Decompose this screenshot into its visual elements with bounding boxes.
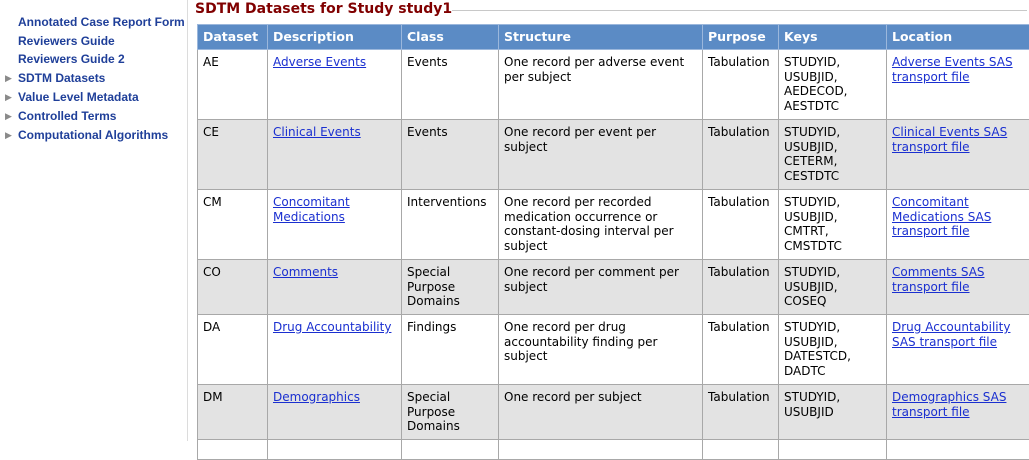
cell-dataset: CE — [198, 120, 268, 190]
key-item: STUDYID, — [784, 320, 881, 335]
key-item: AESTDTC — [784, 99, 881, 114]
cell-keys — [779, 50, 887, 120]
column-header-keys: Keys — [779, 25, 887, 50]
column-header-purpose: Purpose — [703, 25, 779, 50]
cell-keys — [779, 120, 887, 190]
cell-location — [887, 260, 1029, 315]
key-item: DADTC — [784, 364, 881, 379]
key-item: STUDYID, — [784, 265, 881, 280]
cell-location — [887, 50, 1029, 120]
nav-annotated-crf[interactable]: Annotated Case Report Form — [18, 15, 185, 29]
cell-structure: One record per comment per subject — [499, 260, 703, 315]
key-item: CETERM, — [784, 154, 881, 169]
cell-location — [887, 315, 1029, 385]
table-row — [198, 440, 1029, 460]
key-item: USUBJID, — [784, 140, 881, 155]
cell-keys — [779, 260, 887, 315]
transport-file-link[interactable]: Clinical Events SAS transport file — [892, 125, 1007, 154]
table-row — [198, 190, 1029, 260]
cell-purpose — [703, 440, 779, 460]
column-header-location: Location — [887, 25, 1029, 50]
cell-description — [268, 190, 402, 260]
cell-location — [887, 120, 1029, 190]
cell-structure: One record per drug accountability finding per subject — [499, 315, 703, 385]
transport-file-link[interactable]: Demographics SAS transport file — [892, 390, 1006, 419]
cell-dataset: AE — [198, 50, 268, 120]
key-item: STUDYID, — [784, 390, 881, 405]
cell-keys — [779, 315, 887, 385]
cell-structure: One record per subject — [499, 385, 703, 440]
key-item: USUBJID, — [784, 280, 881, 295]
cell-class: Events — [402, 50, 499, 120]
key-item: USUBJID, — [784, 70, 881, 85]
key-item: COSEQ — [784, 294, 881, 309]
table-row — [198, 50, 1029, 120]
cell-description — [268, 260, 402, 315]
cell-class: Findings — [402, 315, 499, 385]
key-item: STUDYID, — [784, 195, 881, 210]
key-item: DATESTCD, — [784, 349, 881, 364]
table-row — [198, 385, 1029, 440]
dataset-description-link[interactable]: Comments — [273, 265, 338, 279]
table-header-row — [198, 25, 1029, 50]
cell-structure: One record per adverse event per subject — [499, 50, 703, 120]
cell-dataset: DA — [198, 315, 268, 385]
cell-structure — [499, 440, 703, 460]
datasets-table — [197, 24, 1029, 460]
column-header-description: Description — [268, 25, 402, 50]
key-item: USUBJID, — [784, 210, 881, 225]
transport-file-link[interactable]: Adverse Events SAS transport file — [892, 55, 1013, 84]
table-row — [198, 315, 1029, 385]
table-row — [198, 260, 1029, 315]
cell-keys — [779, 385, 887, 440]
nav-controlled-terms[interactable]: Controlled Terms — [18, 109, 116, 123]
transport-file-link[interactable]: Drug Accountability SAS transport file — [892, 320, 1010, 349]
transport-file-link[interactable]: Comments SAS transport file — [892, 265, 985, 294]
cell-keys — [779, 190, 887, 260]
datasets-table-container — [197, 24, 1029, 460]
key-item: CMSTDTC — [784, 239, 881, 254]
cell-description — [268, 315, 402, 385]
cell-description — [268, 50, 402, 120]
dataset-description-link[interactable]: Adverse Events — [273, 55, 366, 69]
column-header-dataset: Dataset — [198, 25, 268, 50]
expand-arrow-icon[interactable]: ▶ — [5, 71, 12, 85]
cell-purpose: Tabulation — [703, 315, 779, 385]
key-item: USUBJID — [784, 405, 881, 420]
key-item: AEDECOD, — [784, 84, 881, 99]
cell-class: Special Purpose Domains — [402, 260, 499, 315]
expand-arrow-icon[interactable]: ▶ — [5, 128, 12, 142]
nav-reviewers-guide[interactable]: Reviewers Guide — [18, 34, 115, 48]
cell-purpose: Tabulation — [703, 190, 779, 260]
cell-purpose: Tabulation — [703, 120, 779, 190]
expand-arrow-icon[interactable]: ▶ — [5, 109, 12, 123]
cell-dataset: CM — [198, 190, 268, 260]
expand-arrow-icon[interactable]: ▶ — [5, 90, 12, 104]
cell-structure: One record per recorded medication occurrence or constant-dosing interval per subject — [499, 190, 703, 260]
dataset-description-link[interactable]: Clinical Events — [273, 125, 361, 139]
cell-dataset: CO — [198, 260, 268, 315]
column-header-structure: Structure — [499, 25, 703, 50]
cell-purpose: Tabulation — [703, 260, 779, 315]
title-bar — [190, 0, 1029, 20]
cell-location — [887, 385, 1029, 440]
key-item: USUBJID, — [784, 335, 881, 350]
cell-class — [402, 440, 499, 460]
dataset-description-link[interactable]: Drug Accountability — [273, 320, 391, 334]
table-row — [198, 120, 1029, 190]
cell-purpose: Tabulation — [703, 385, 779, 440]
transport-file-link[interactable]: Concomitant Medications SAS transport file — [892, 195, 991, 238]
cell-structure: One record per event per subject — [499, 120, 703, 190]
sidebar-nav — [0, 0, 188, 441]
page-title: SDTM Datasets for Study study1 — [195, 1, 452, 17]
nav-sdtm-datasets[interactable]: SDTM Datasets — [18, 71, 105, 85]
key-item: CESTDTC — [784, 169, 881, 184]
dataset-description-link[interactable]: Concomitant Medications — [273, 195, 350, 224]
cell-keys — [779, 440, 887, 460]
cell-class: Special Purpose Domains — [402, 385, 499, 440]
key-item: STUDYID, — [784, 55, 881, 70]
nav-reviewers-guide-2[interactable]: Reviewers Guide 2 — [18, 52, 125, 66]
cell-purpose: Tabulation — [703, 50, 779, 120]
cell-dataset: DM — [198, 385, 268, 440]
cell-location — [887, 190, 1029, 260]
key-item: CMTRT, — [784, 224, 881, 239]
cell-description — [268, 120, 402, 190]
cell-description — [268, 440, 402, 460]
key-item: STUDYID, — [784, 125, 881, 140]
cell-location — [887, 440, 1029, 460]
cell-description — [268, 385, 402, 440]
cell-class: Interventions — [402, 190, 499, 260]
cell-class: Events — [402, 120, 499, 190]
nav-value-level-metadata[interactable]: Value Level Metadata — [18, 90, 139, 104]
nav-computational-algorithms[interactable]: Computational Algorithms — [18, 128, 168, 142]
cell-dataset — [198, 440, 268, 460]
dataset-description-link[interactable]: Demographics — [273, 390, 360, 404]
column-header-class: Class — [402, 25, 499, 50]
title-divider — [452, 10, 1027, 11]
